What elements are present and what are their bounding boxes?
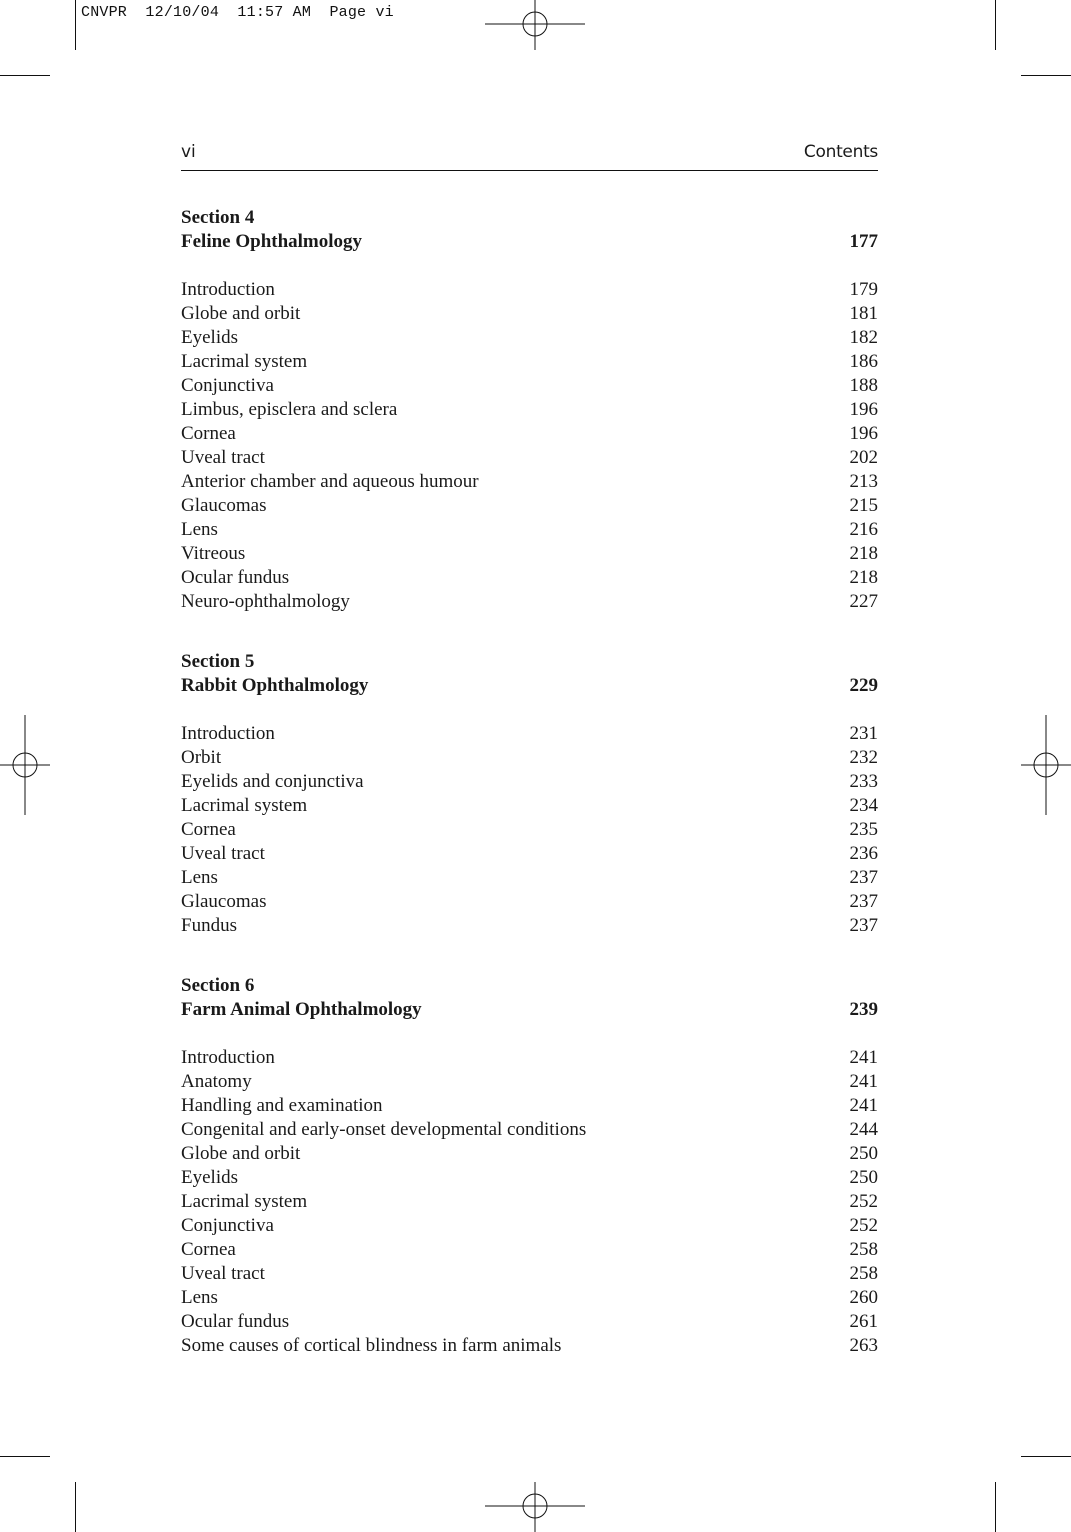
toc-entry-title: Lens (181, 519, 218, 540)
toc-entry (181, 1334, 878, 1358)
toc-entry-page: 250 (849, 1143, 878, 1164)
toc-entry (181, 1166, 878, 1190)
toc-entry-page: 234 (849, 795, 878, 816)
section-page-number: 239 (849, 999, 878, 1020)
toc-entry-page: 227 (849, 591, 878, 612)
toc-entry (181, 590, 878, 614)
toc-entry-page: 250 (849, 1167, 878, 1188)
toc-entry-page: 237 (849, 891, 878, 912)
toc-entry-title: Lacrimal system (181, 1191, 308, 1212)
section-label: Section 6 (181, 975, 255, 996)
toc-entry (181, 914, 878, 938)
toc-entry-title: Handling and examination (181, 1095, 383, 1116)
toc-entry-page: 252 (849, 1215, 878, 1236)
toc-entry-page: 237 (849, 915, 878, 936)
toc-entry-title: Limbus, episclera and sclera (181, 399, 398, 420)
toc-entry-title: Globe and orbit (181, 303, 301, 324)
toc-entry-page: 260 (849, 1287, 878, 1308)
toc-entry (181, 1046, 878, 1070)
toc-entry (181, 350, 878, 374)
toc-entry (181, 770, 878, 794)
toc-entry-title: Anatomy (181, 1071, 252, 1092)
toc-entry-title: Eyelids (181, 327, 238, 348)
section-entries (181, 278, 878, 614)
toc-entry-title: Conjunctiva (181, 375, 274, 396)
toc-entry-title: Glaucomas (181, 891, 267, 912)
toc-entry-title: Introduction (181, 279, 275, 300)
toc-entry (181, 1142, 878, 1166)
toc-entry (181, 818, 878, 842)
section-heading (181, 206, 878, 254)
toc-entry-page: 244 (849, 1119, 878, 1140)
table-of-contents (181, 206, 878, 1358)
toc-entry (181, 374, 878, 398)
registration-mark-left (0, 715, 50, 815)
registration-mark-bottom (485, 1482, 585, 1532)
toc-entry (181, 278, 878, 302)
toc-entry-page: 188 (849, 375, 878, 396)
toc-entry-title: Globe and orbit (181, 1143, 301, 1164)
section-spacer (181, 938, 878, 974)
section-label: Section 5 (181, 651, 255, 672)
toc-entry-page: 216 (849, 519, 878, 540)
toc-entry (181, 1310, 878, 1334)
toc-entry-title: Uveal tract (181, 843, 265, 864)
toc-entry-title: Introduction (181, 1047, 275, 1068)
toc-entry (181, 1238, 878, 1262)
toc-entry (181, 866, 878, 890)
toc-entry-title: Some causes of cortical blindness in farm animals (181, 1335, 562, 1356)
toc-entry-page: 232 (849, 747, 878, 768)
running-title: Contents (803, 142, 878, 162)
toc-entry-title: Vitreous (181, 543, 246, 564)
toc-entry-title: Cornea (181, 819, 236, 840)
toc-entry-page: 213 (849, 471, 878, 492)
toc-entry-title: Eyelids (181, 1167, 238, 1188)
registration-mark-top (485, 0, 585, 50)
toc-entry (181, 518, 878, 542)
toc-entry-title: Uveal tract (181, 1263, 265, 1284)
toc-entry (181, 794, 878, 818)
section-heading (181, 974, 878, 1022)
section-page-number: 177 (849, 231, 878, 252)
toc-entry-page: 258 (849, 1239, 878, 1260)
toc-entry-title: Ocular fundus (181, 567, 290, 588)
page-number: vi (181, 142, 196, 162)
toc-entry (181, 398, 878, 422)
toc-entry-title: Lens (181, 867, 218, 888)
toc-entry (181, 1070, 878, 1094)
section-title: Rabbit Ophthalmology (181, 675, 369, 696)
section-title: Farm Animal Ophthalmology (181, 999, 422, 1020)
section-heading (181, 650, 878, 698)
toc-entry (181, 494, 878, 518)
toc-entry-title: Cornea (181, 423, 236, 444)
section-entries (181, 722, 878, 938)
toc-entry-page: 218 (849, 543, 878, 564)
toc-entry-page: 241 (849, 1047, 878, 1068)
toc-entry-page: 186 (849, 351, 878, 372)
toc-entry-page: 196 (849, 399, 878, 420)
print-slug: CNVPR 12/10/04 11:57 AM Page vi (81, 4, 394, 21)
toc-entry-page: 202 (849, 447, 878, 468)
toc-entry-page: 252 (849, 1191, 878, 1212)
toc-entry-page: 261 (849, 1311, 878, 1332)
toc-entry-title: Congenital and early-onset developmental conditions (181, 1119, 587, 1140)
toc-entry (181, 890, 878, 914)
toc-entry (181, 542, 878, 566)
toc-entry-title: Cornea (181, 1239, 236, 1260)
toc-entry (181, 722, 878, 746)
toc-entry-page: 233 (849, 771, 878, 792)
section-page-number: 229 (849, 675, 878, 696)
toc-entry-page: 215 (849, 495, 878, 516)
toc-entry-page: 241 (849, 1071, 878, 1092)
toc-entry-page: 236 (849, 843, 878, 864)
toc-entry-page: 263 (849, 1335, 878, 1356)
toc-entry-title: Ocular fundus (181, 1311, 290, 1332)
toc-entry-page: 237 (849, 867, 878, 888)
toc-entry-title: Fundus (181, 915, 237, 936)
toc-entry-page: 231 (849, 723, 878, 744)
toc-entry (181, 1118, 878, 1142)
toc-entry (181, 446, 878, 470)
toc-entry-page: 196 (849, 423, 878, 444)
toc-entry-page: 218 (849, 567, 878, 588)
toc-entry-title: Lacrimal system (181, 795, 308, 816)
toc-entry (181, 422, 878, 446)
toc-entry (181, 1262, 878, 1286)
toc-entry-page: 181 (849, 303, 878, 324)
toc-entry-title: Introduction (181, 723, 275, 744)
toc-entry-title: Neuro-ophthalmology (181, 591, 350, 612)
toc-entry (181, 746, 878, 770)
toc-entry-page: 241 (849, 1095, 878, 1116)
toc-entry-page: 182 (849, 327, 878, 348)
toc-entry-title: Orbit (181, 747, 222, 768)
toc-entry (181, 1286, 878, 1310)
toc-entry-title: Conjunctiva (181, 1215, 274, 1236)
toc-entry-title: Eyelids and conjunctiva (181, 771, 364, 792)
toc-entry-title: Anterior chamber and aqueous humour (181, 471, 479, 492)
section-title: Feline Ophthalmology (181, 231, 363, 252)
toc-entry-title: Uveal tract (181, 447, 265, 468)
toc-entry (181, 842, 878, 866)
section-spacer (181, 614, 878, 650)
toc-entry-title: Lacrimal system (181, 351, 308, 372)
toc-entry-page: 235 (849, 819, 878, 840)
header-rule (181, 170, 878, 171)
toc-entry-title: Lens (181, 1287, 218, 1308)
toc-entry-title: Glaucomas (181, 495, 267, 516)
toc-entry (181, 470, 878, 494)
toc-entry (181, 1094, 878, 1118)
toc-entry (181, 566, 878, 590)
toc-entry-page: 258 (849, 1263, 878, 1284)
toc-entry (181, 1214, 878, 1238)
toc-entry-page: 179 (849, 279, 878, 300)
toc-entry (181, 326, 878, 350)
registration-mark-right (1021, 715, 1071, 815)
toc-entry (181, 1190, 878, 1214)
section-entries (181, 1046, 878, 1358)
section-label: Section 4 (181, 207, 255, 228)
toc-entry (181, 302, 878, 326)
